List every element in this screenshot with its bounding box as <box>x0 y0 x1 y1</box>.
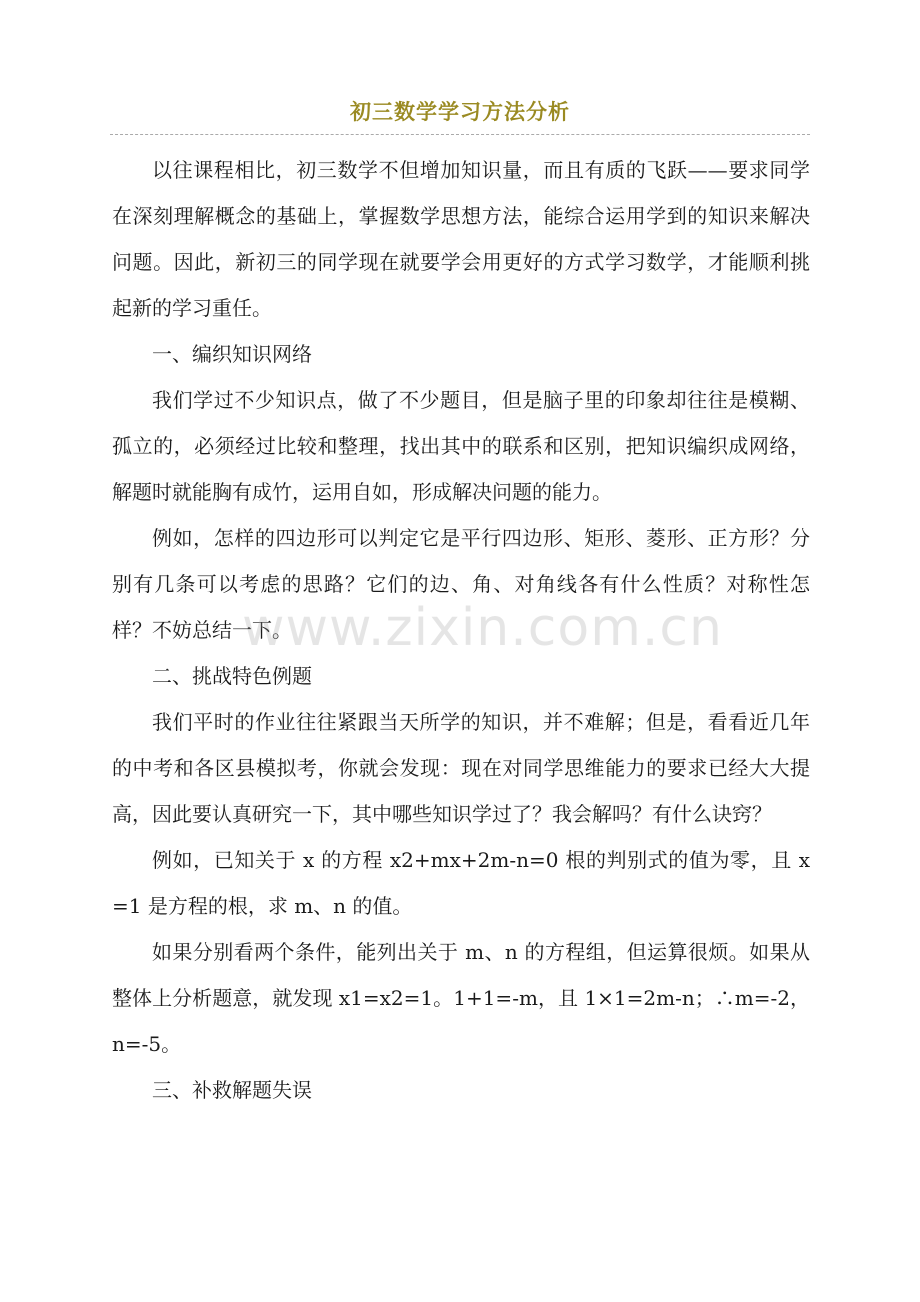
paragraph-intro: 以往课程相比，初三数学不但增加知识量，而且有质的飞跃——要求同学在深刻理解概念的基础上，掌握数学思想方法，能综合运用学到的知识来解决问题。因此，新初三的同学现在就要学会用更好的方式学习数学，才能顺利挑起新的学习重任。 <box>112 158 810 320</box>
paragraph-knowledge-network: 我们学过不少知识点，做了不少题目，但是脑子里的印象却往往是模糊、孤立的，必须经过比较和整理，找出其中的联系和区别，把知识编织成网络，解题时就能胸有成竹，运用自如，形成解决问题的能力。 <box>112 388 810 504</box>
section-heading-3: 三、补救解题失误 <box>152 1078 312 1102</box>
watermark: www.zixin.com.cn <box>242 598 723 658</box>
title-divider <box>110 134 810 135</box>
paragraph-equation-example: 例如，已知关于 x 的方程 x2+mx+2m-n=0 根的判别式的值为零，且 x=1 是方程的根，求 m、n 的值。 <box>112 848 810 918</box>
paragraph-equation-solution: 如果分别看两个条件，能列出关于 m、n 的方程组，但运算很烦。如果从整体上分析题意，就发现 x1=x2=1。1+1=-m，且 1×1=2m-n；∴m=-2，n=-5。 <box>112 940 810 1056</box>
section-heading-1: 一、编织知识网络 <box>152 342 312 366</box>
section-heading-2: 二、挑战特色例题 <box>152 664 312 688</box>
paragraph-quadrilateral-example: 例如，怎样的四边形可以判定它是平行四边形、矩形、菱形、正方形？分别有几条可以考虑的思路？它们的边、角、对角线各有什么性质？对称性怎样？不妨总结一下。 <box>112 526 810 642</box>
paragraph-challenge-problems: 我们平时的作业往往紧跟当天所学的知识，并不难解；但是，看看近几年的中考和各区县模拟考，你就会发现：现在对同学思维能力的要求已经大大提高，因此要认真研究一下，其中哪些知识学过了？我会解吗？有什么诀窍？ <box>112 710 810 826</box>
document-title: 初三数学学习方法分析 <box>350 99 570 124</box>
